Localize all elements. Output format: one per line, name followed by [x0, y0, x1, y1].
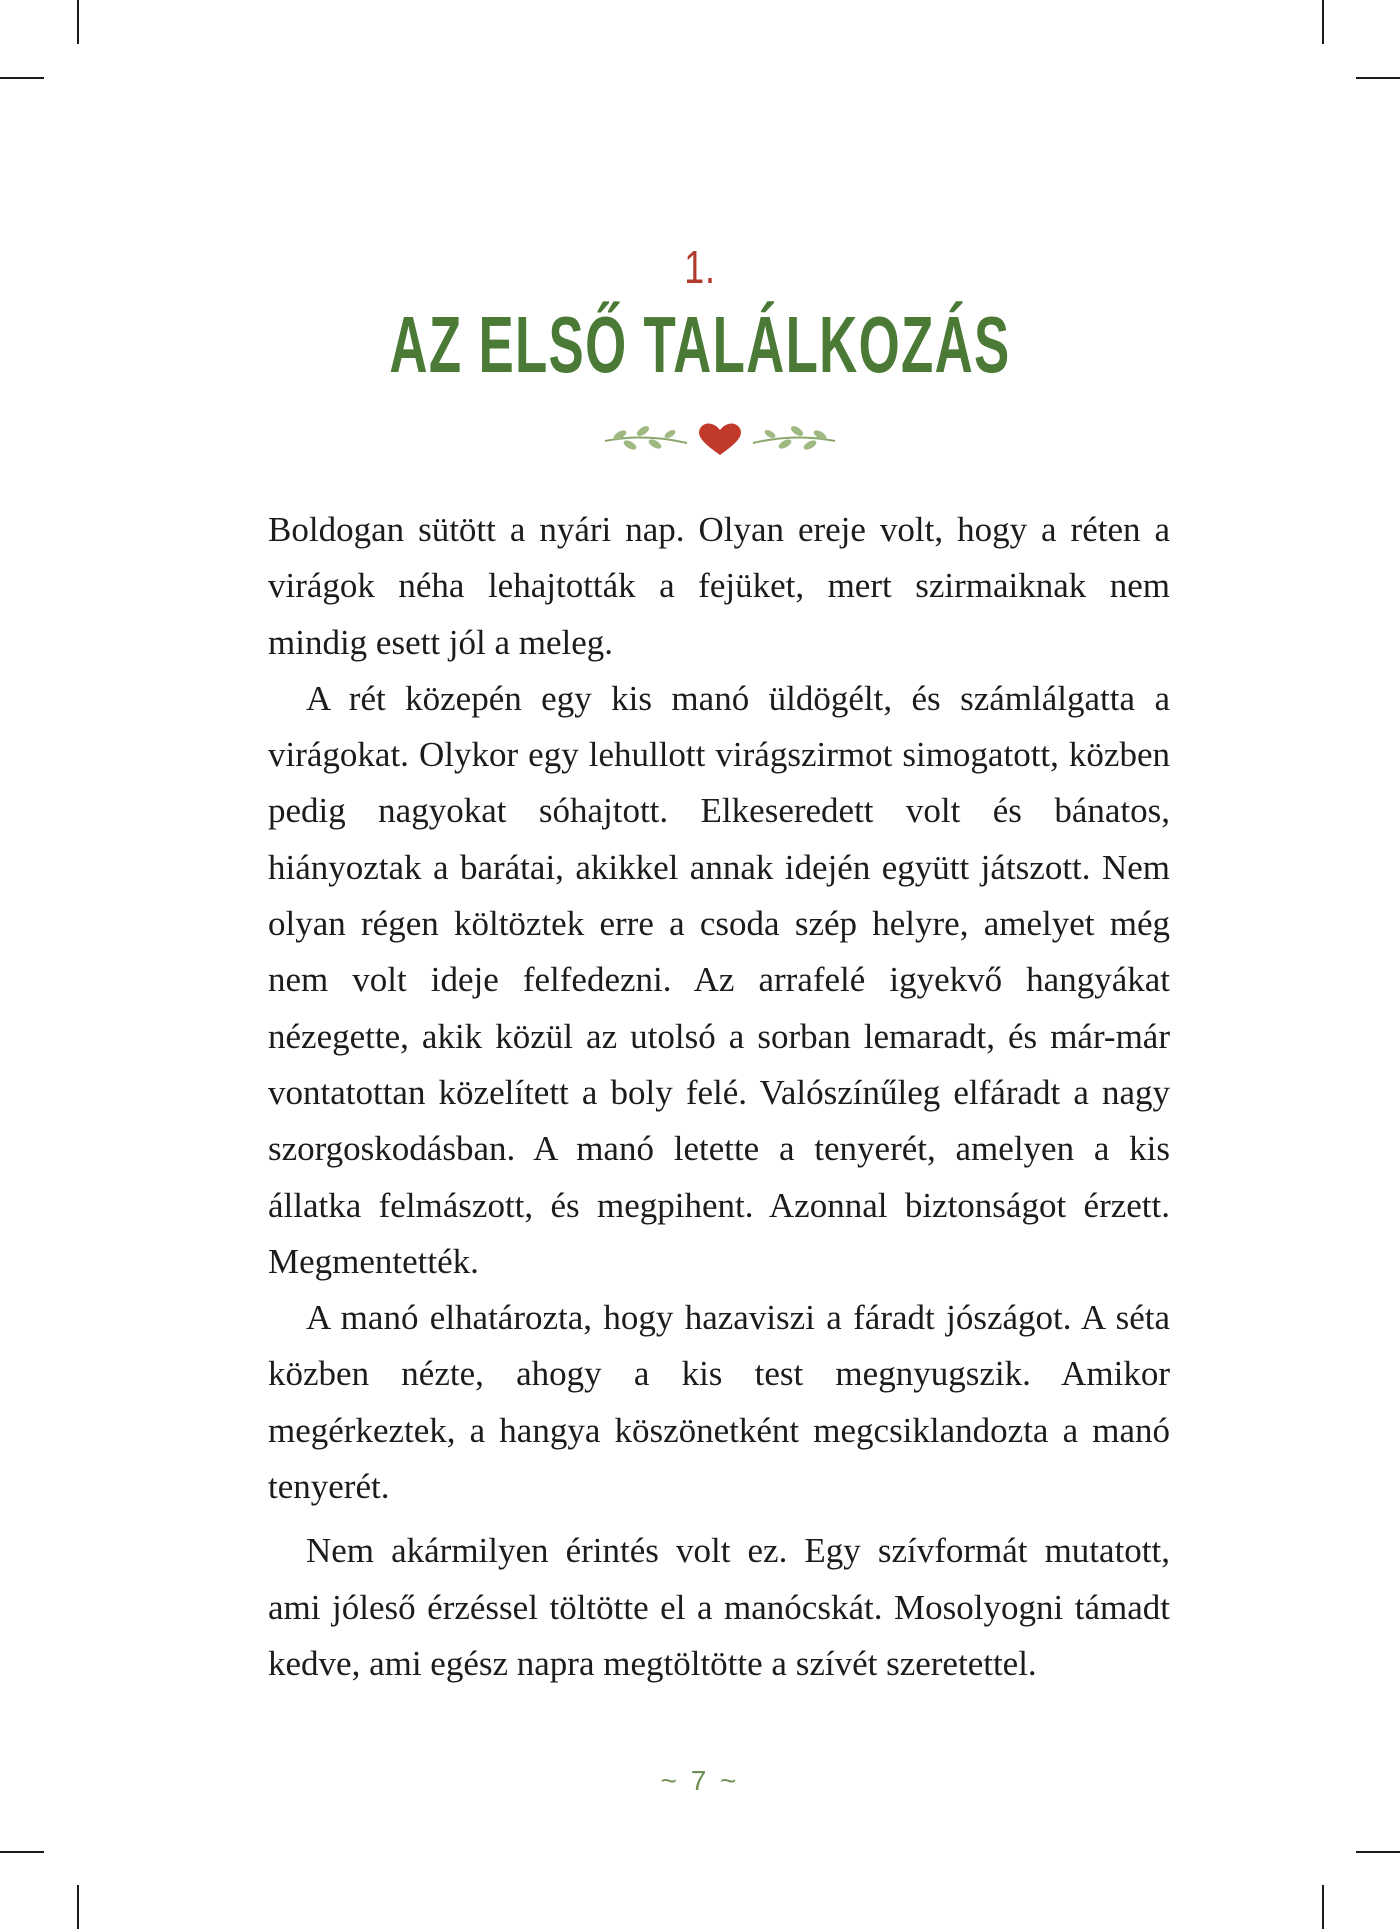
crop-mark-top-right-horizontal [1356, 77, 1400, 79]
crop-mark-bottom-left-vertical [77, 1885, 79, 1929]
chapter-title: AZ ELSŐ TALÁLKOZÁS [389, 300, 1011, 389]
paragraph: A rét közepén egy kis manó üldögélt, és számlálgatta a virágokat. Olykor egy lehullott virágszirmot simogatott, közben pedig nagyokat sóhajtott. Elkeseredett volt és bánatos, hiányoztak a barátai, akikkel annak idején együtt játszott. Nem olyan régen költöztek erre a csoda szép helyre, amelyet még nem volt ideje felfedezni. Az arrafelé igyekvő hangyákat nézegette, akik közül az utolsó a sorban lemaradt, és már-már vontatottan közelített a boly felé. Valószínűleg elfáradt a nagy szorgoskodásban. A manó letette a tenyerét, amelyen a kis állatka felmászott, és megpihent. Azonnal biztonságot érzett. Megmentették. [268, 678, 1170, 1281]
crop-mark-bottom-right-horizontal [1356, 1851, 1400, 1853]
page-number: ~ 7 ~ [660, 1765, 740, 1796]
paragraph: Nem akármilyen érintés volt ez. Egy szívformát mutatott, ami jóleső érzéssel töltötte el a manócskát. Mosolyogni támadt kedve, ami egész napra megtöltötte a szívét szeretettel. [268, 1531, 1170, 1683]
crop-mark-top-right-vertical [1322, 0, 1324, 44]
paragraph: A manó elhatározta, hogy hazaviszi a fáradt jószágot. A séta közben nézte, ahogy a kis test megnyugszik. Amikor megérkeztek, a hangya köszönetként megcsiklandozta a manó tenyerét. [268, 1298, 1170, 1507]
vine-heart-ornament-icon [575, 413, 865, 463]
paragraph: Boldogan sütött a nyári nap. Olyan ereje volt, hogy a réten a virágok néha lehajtották a fejüket, mert szirmaiknak nem mindig esett jól a meleg. [268, 510, 1170, 662]
crop-mark-bottom-left-horizontal [0, 1851, 44, 1853]
crop-mark-top-left-vertical [77, 0, 79, 44]
crop-mark-bottom-right-vertical [1322, 1885, 1324, 1929]
crop-mark-top-left-horizontal [0, 77, 44, 79]
chapter-text [268, 502, 1170, 1692]
chapter-number: 1. [684, 241, 716, 293]
